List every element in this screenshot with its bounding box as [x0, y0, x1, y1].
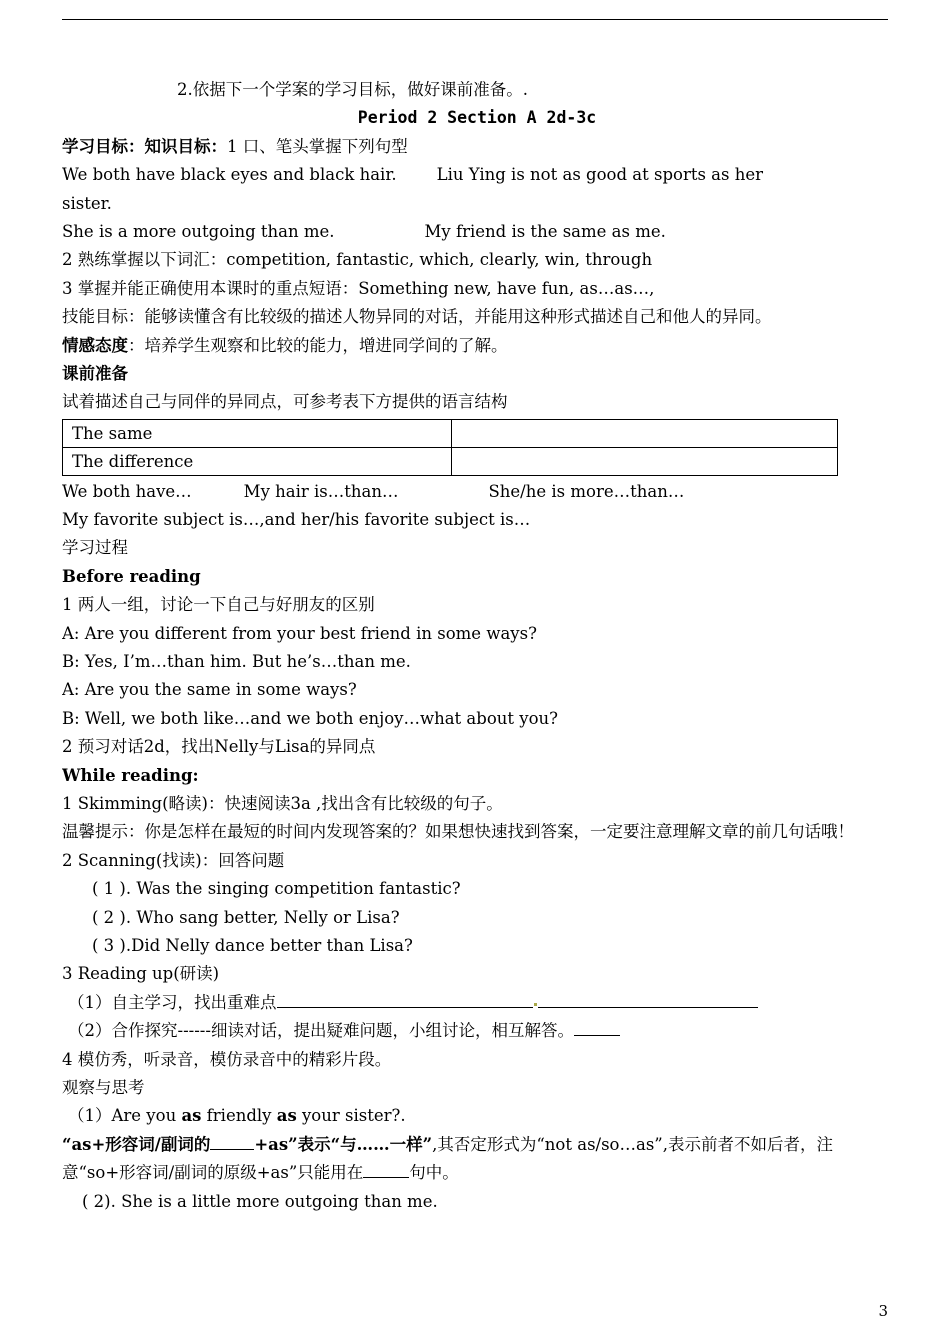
answer-blank[interactable] — [574, 1017, 620, 1036]
vocabulary-goal: 2 熟练掌握以下词汇：competition, fantastic, which, clearly, win, through — [62, 250, 653, 270]
observe-heading: 观察与思考 — [62, 1077, 145, 1097]
grammar-rule — [62, 1131, 892, 1188]
attitude-goal — [62, 332, 892, 360]
table-row — [63, 447, 838, 475]
attitude-text: ：培养学生观察和比较的能力，增进同学间的了解。 — [128, 335, 508, 355]
worksheet-body — [62, 76, 892, 1216]
prep-intro: 试着描述自己与同伴的异同点，可参考表下方提供的语言结构 — [62, 392, 508, 412]
dialogue-line: A: Are you the same in some ways? — [62, 680, 357, 700]
lesson-title: Period 2 Section A 2d-3c — [357, 108, 597, 128]
before-reading-task-1: 1 两人一组，讨论一下自己与好朋友的区别 — [62, 595, 375, 615]
rule-text: 句中。 — [409, 1163, 459, 1183]
structure-line-1 — [62, 478, 892, 506]
rule-text: ,其否定形式为“not as/so…as”,表示前者不如后者，注意“so+形容词/副词的原级+as”只能用在 — [62, 1134, 833, 1183]
dialogue-line: B: Well, we both like…and we both enjoy…what about you? — [62, 708, 558, 728]
header-rule — [62, 19, 888, 20]
reading-up-task: 3 Reading up(研读) — [62, 964, 220, 984]
answer-cell[interactable] — [452, 447, 838, 475]
prep-instruction: 2.依据下一个学案的学习目标，做好课前准备。. — [177, 80, 528, 99]
process-heading: 学习过程 — [62, 538, 128, 558]
sentence: Liu Ying is not as good at sports as her — [436, 165, 764, 185]
dialogue-line: A: Are you different from your best friend in some ways? — [62, 623, 537, 643]
structure: We both have… — [62, 481, 192, 501]
phrases-goal: 3 掌握并能正确使用本课时的重点短语：Something new, have fun, as…as…, — [62, 278, 655, 298]
question: ( 1 ). Was the singing competition fantastic? — [92, 879, 461, 899]
goals-text: 1 口、笔头掌握下列句型 — [227, 136, 408, 156]
structure-line-2: My favorite subject is…,and her/his favorite subject is… — [62, 510, 531, 530]
while-reading-heading: While reading: — [62, 765, 199, 785]
prep-heading: 课前准备 — [62, 363, 128, 383]
example-1 — [62, 1102, 892, 1130]
imitation-task: 4 模仿秀，听录音，模仿录音中的精彩片段。 — [62, 1049, 392, 1069]
question: ( 3 ).Did Nelly dance better than Lisa? — [92, 935, 413, 955]
example-text: your sister?. — [296, 1106, 406, 1126]
self-study-line — [62, 989, 892, 1017]
sentence: We both have black eyes and black hair. — [62, 165, 397, 185]
cooperation-line — [62, 1017, 892, 1045]
goals-label: 学习目标：知识目标： — [62, 136, 227, 156]
question: ( 2 ). Who sang better, Nelly or Lisa? — [92, 907, 400, 927]
scanning-task: 2 Scanning(找读)：回答问题 — [62, 850, 285, 870]
structure: She/he is more…than… — [488, 481, 685, 501]
before-reading-heading: Before reading — [62, 566, 201, 586]
row-label: The difference — [63, 447, 452, 475]
keyword: as — [276, 1106, 297, 1126]
cooperation-text: （2）合作探究------细读对话，提出疑难问题，小组讨论，相互解答。 — [68, 1021, 574, 1041]
skill-goal: 技能目标：能够读懂含有比较级的描述人物异同的对话，并能用这种形式描述自己和他人的异同。 — [62, 307, 772, 327]
ink-dot — [534, 1003, 537, 1006]
structure: My hair is…than… — [243, 481, 399, 501]
example-2: ( 2). She is a little more outgoing than me. — [82, 1191, 438, 1211]
sentence-line-2 — [62, 218, 892, 246]
answer-blank[interactable] — [210, 1131, 254, 1150]
rule-bold: “as+形容词/副词的 — [62, 1134, 211, 1154]
self-study-text: （1）自主学习，找出重难点 — [68, 992, 277, 1012]
sentence: She is a more outgoing than me. — [62, 221, 335, 241]
reading-tip: 温馨提示：你是怎样在最短的时间内发现答案的？如果想快速找到答案，一定要注意理解文章的前几句话哦！ — [62, 822, 854, 842]
sentence-line-1 — [62, 161, 892, 189]
learning-goals — [62, 133, 892, 161]
answer-cell[interactable] — [452, 419, 838, 447]
skimming-task: 1 Skimming(略读)：快速阅读3a ,找出含有比较级的句子。 — [62, 793, 503, 813]
attitude-label: 情感态度 — [62, 335, 128, 355]
rule-bold: +as”表示“与……一样” — [254, 1134, 433, 1154]
sentence: My friend is the same as me. — [424, 221, 666, 241]
answer-blank[interactable] — [363, 1159, 409, 1178]
answer-blank[interactable] — [277, 989, 533, 1008]
row-label: The same — [63, 419, 452, 447]
before-reading-task-2: 2 预习对话2d，找出Nelly与Lisa的异同点 — [62, 737, 376, 757]
keyword: as — [181, 1106, 202, 1126]
example-text: friendly — [201, 1106, 277, 1126]
table-row — [63, 419, 838, 447]
example-text: （1）Are you — [68, 1106, 182, 1126]
page-number: 3 — [878, 1302, 888, 1320]
dialogue-line: B: Yes, I’m…than him. But he’s…than me. — [62, 652, 411, 672]
answer-blank[interactable] — [538, 989, 758, 1008]
comparison-table — [62, 419, 838, 476]
sentence-line-1-cont: sister. — [62, 193, 112, 213]
